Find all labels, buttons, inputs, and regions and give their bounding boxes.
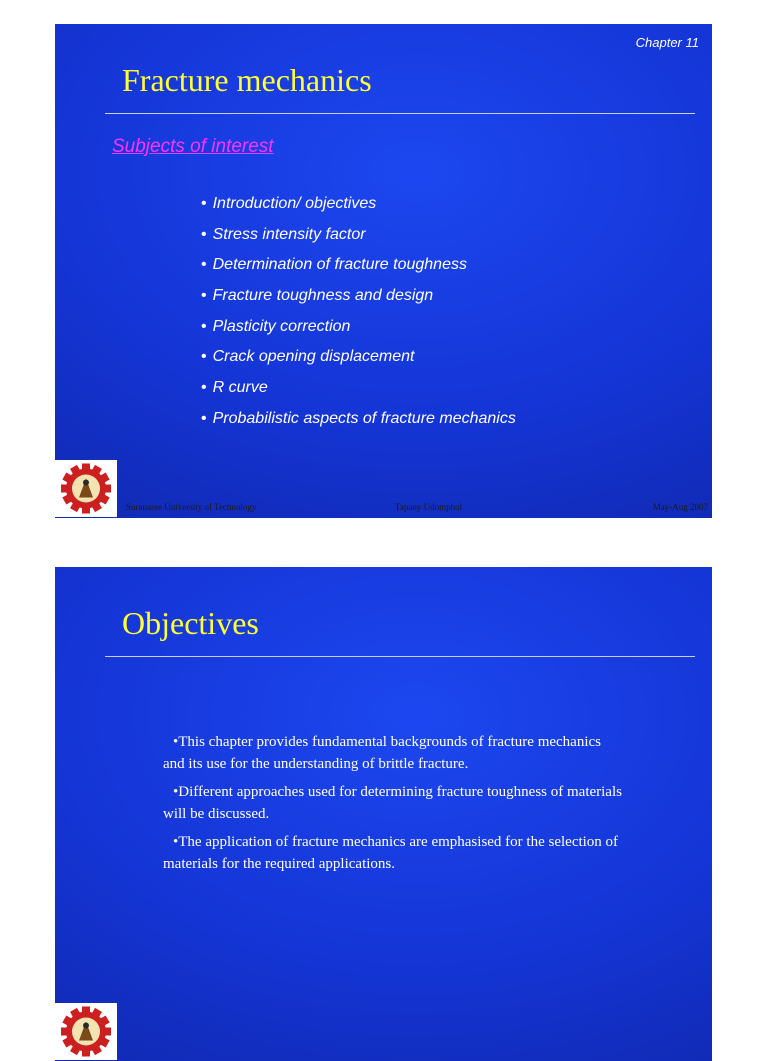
title-divider — [105, 113, 695, 114]
chapter-label: Chapter 11 — [635, 35, 699, 50]
objective-paragraph: •Different approaches used for determining fracture toughness of materials will be discussed. — [163, 784, 622, 822]
objective-paragraph: •The application of fracture mechanics are emphasised for the selection of materials for the required applications. — [163, 834, 619, 872]
list-item: • Probabilistic aspects of fracture mechanics — [201, 409, 516, 427]
university-gear-emblem-icon — [55, 460, 117, 517]
slide-title: Objectives — [122, 605, 259, 641]
footer-author: Tapany Udomphol — [395, 502, 463, 512]
list-item: • R curve — [201, 379, 268, 397]
title-divider — [105, 656, 695, 657]
list-item: • Introduction/ objectives — [201, 195, 377, 212]
list-item: • Crack opening displacement — [201, 348, 415, 366]
list-item: • Plasticity correction — [201, 317, 351, 335]
subjects-heading: Subjects of interest — [112, 136, 274, 157]
list-item: • Determination of fracture toughness — [201, 256, 467, 274]
slide-title: Fracture mechanics — [122, 62, 372, 98]
list-item: • Fracture toughness and design — [201, 287, 434, 305]
footer-institution: Suranaree University of Technology — [126, 502, 257, 512]
footer-date: May-Aug 2007 — [652, 502, 708, 512]
university-gear-emblem-icon — [55, 1003, 117, 1060]
objectives-body — [163, 731, 623, 881]
list-item: • Stress intensity factor — [201, 225, 366, 243]
slide-fracture-mechanics — [55, 24, 712, 518]
subjects-list — [201, 194, 516, 440]
objective-paragraph: •This chapter provides fundamental backgrounds of fracture mechanics and its use for the understanding of brittle fracture. — [163, 734, 602, 772]
slide-objectives — [55, 567, 712, 1061]
